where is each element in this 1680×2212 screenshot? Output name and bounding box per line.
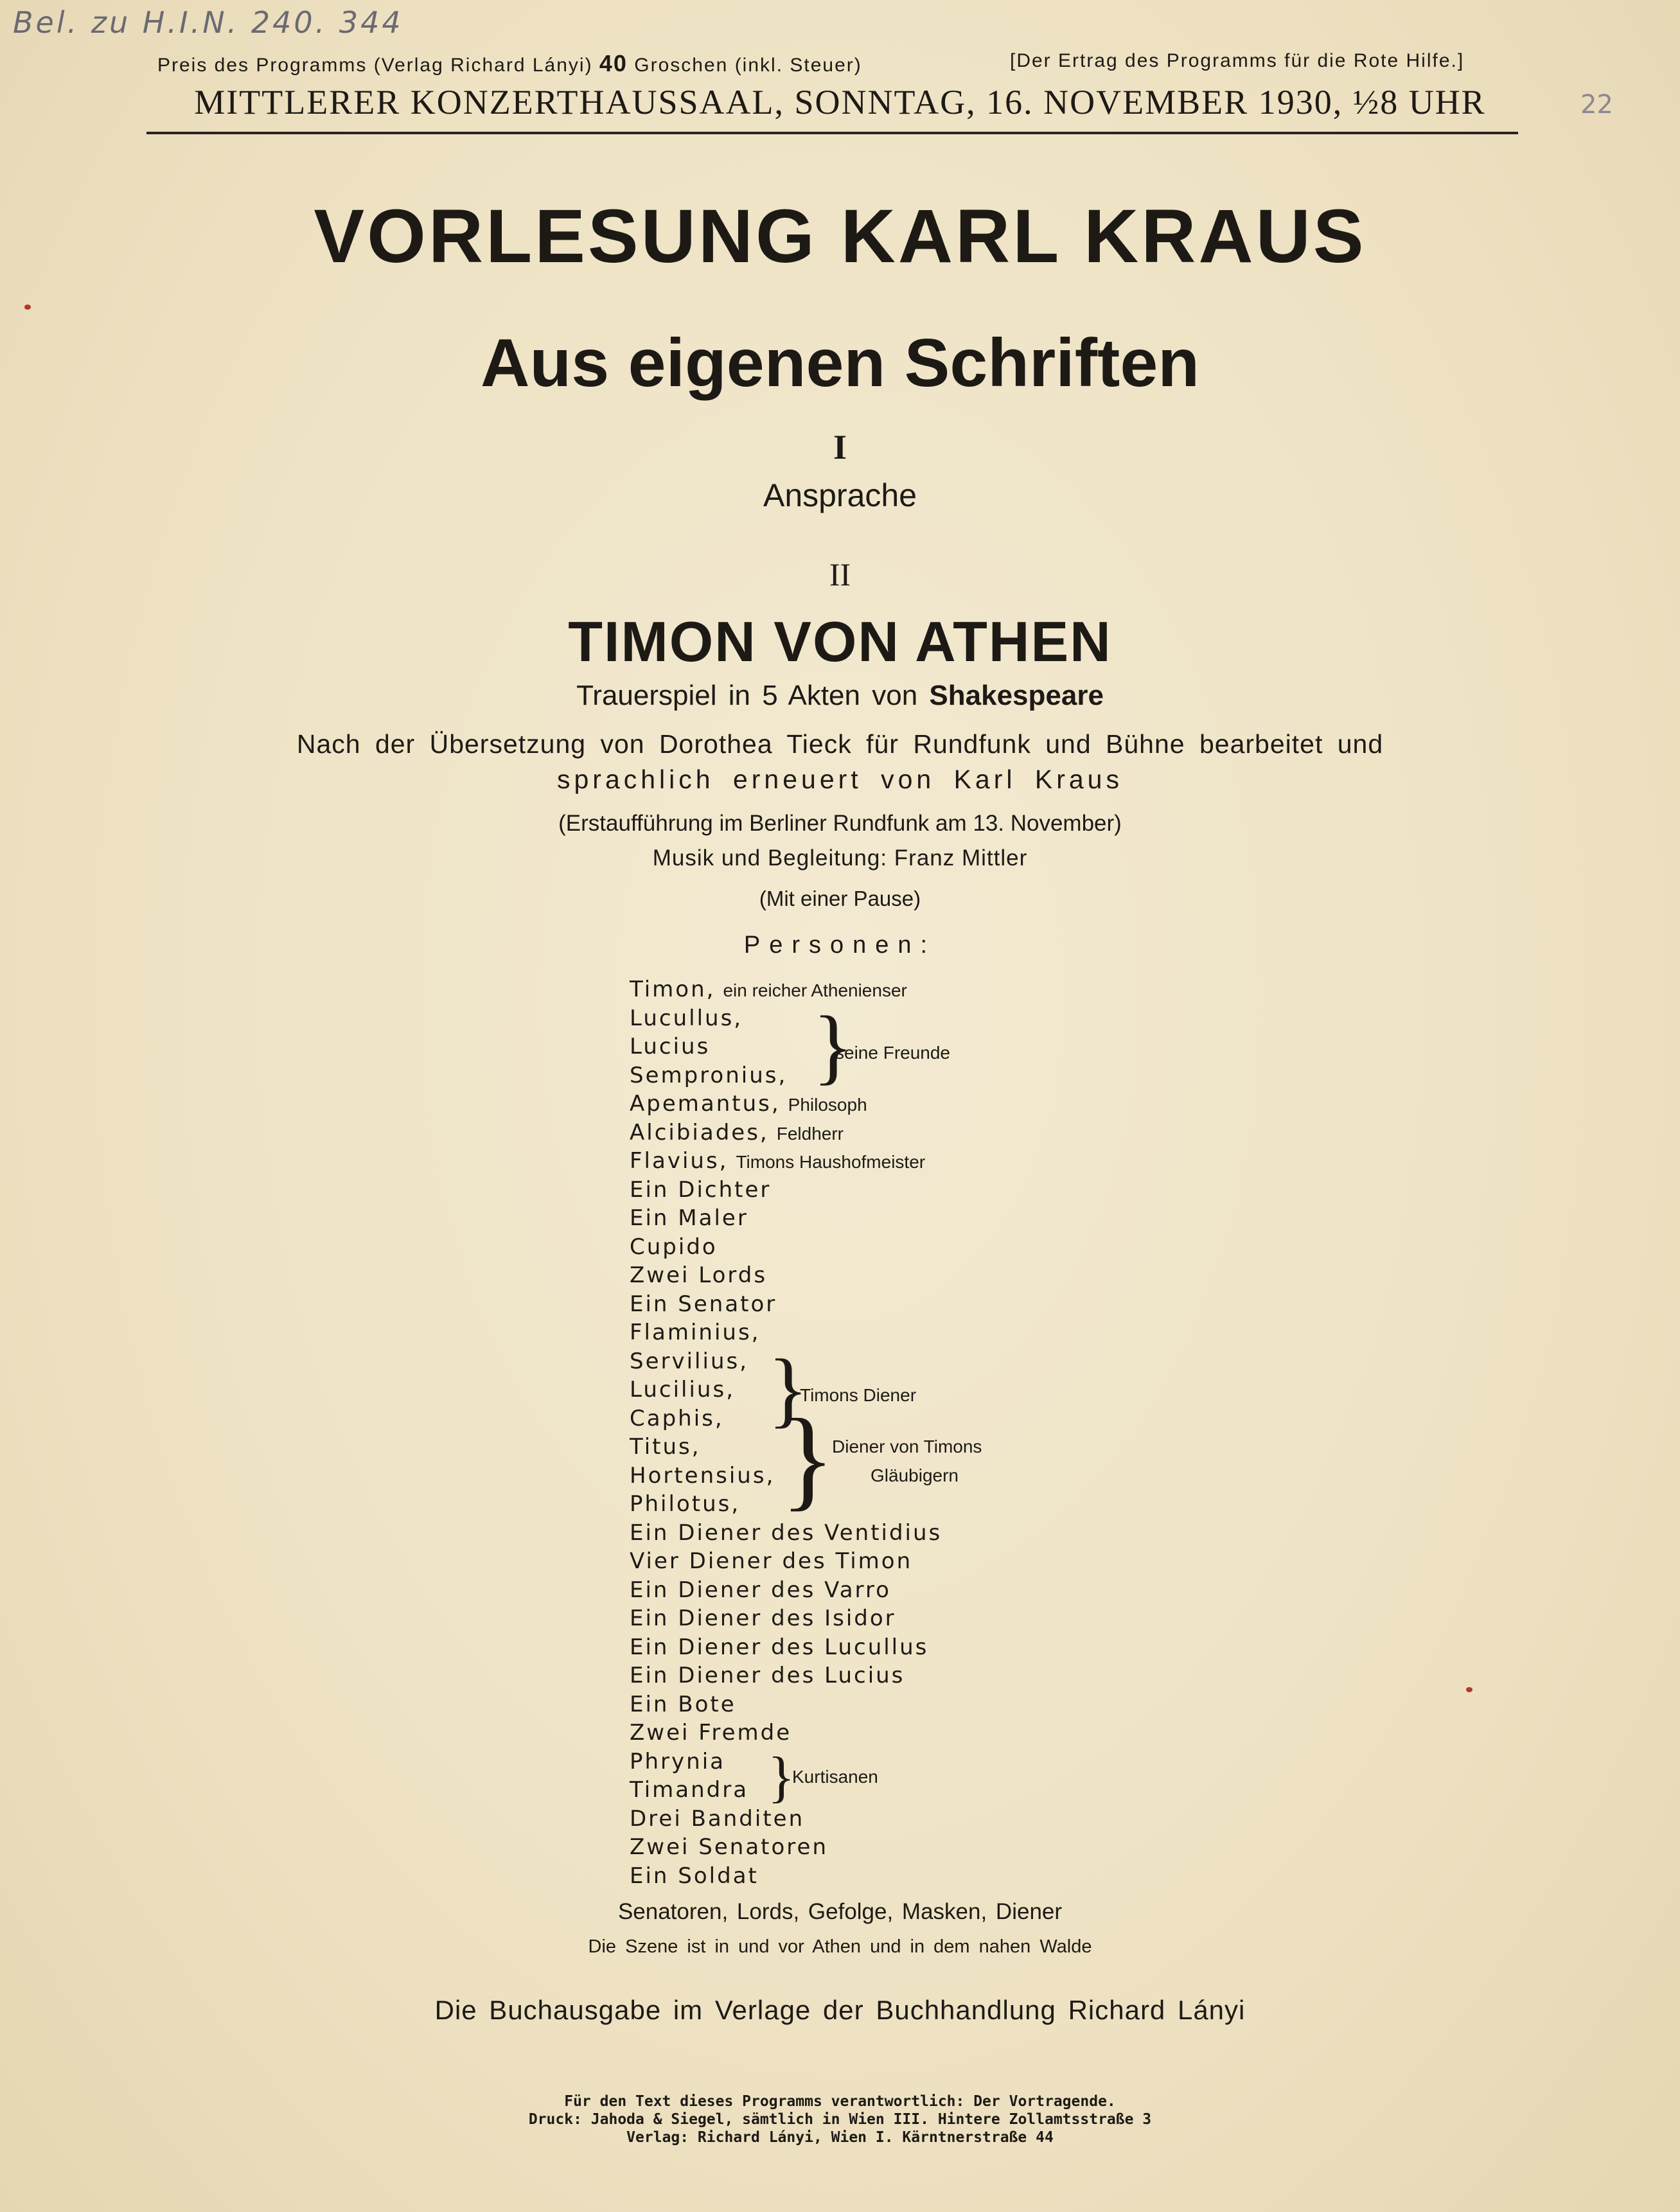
cast-name: Hortensius, [630,1462,775,1489]
cast-row [630,1633,1401,1662]
cast-row [630,1747,1401,1776]
footer-line-3: Verlag: Richard Lányi, Wien I. Kärntnerstraße 44 [626,2129,1054,2146]
cast-row [630,1261,1401,1290]
cast-row [630,1290,1401,1319]
cast-name: Ein Maler [630,1205,748,1231]
footer-line-1: Für den Text dieses Programms verantwortlich: Der Vortragende. [564,2093,1116,2110]
cast-name: Servilius, [630,1348,749,1374]
cast-name: Ein Diener des Isidor [630,1606,896,1631]
cast-name: Cupido [630,1234,718,1260]
cast-name: Ein Dichter [630,1176,772,1203]
cast-row [630,975,1401,1004]
cast-row [630,1204,1401,1233]
header-rule [146,132,1518,134]
proceeds-note: [Der Ertrag des Programms für die Rote Hilfe.] [1010,50,1465,71]
cast-name: Ein Diener des Lucius [630,1663,905,1688]
cast-row [630,1519,1401,1548]
cast-row [630,1032,1401,1061]
cast-name: Ein Diener des Varro [630,1577,891,1603]
play-author: Shakespeare [929,680,1104,711]
premiere-note: (Erstaufführung im Berliner Rundfunk am 13. November) [558,811,1122,836]
cast-name: Titus, [630,1434,701,1460]
cast-row [630,1462,1401,1491]
cast-name: Phrynia [630,1748,725,1774]
group-label-glaeubiger-2: Gläubigern [871,1465,959,1485]
cast-row [630,1090,1401,1119]
cast-row [630,1147,1401,1176]
cast-name: Flavius, [630,1148,729,1174]
cast-row [630,1404,1401,1433]
cast-row [630,1233,1401,1262]
price-note [157,50,862,77]
price-post: Groschen (inkl. Steuer) [634,55,862,76]
cast-name: Ein Diener des Ventidius [630,1519,942,1546]
extras-line: Senatoren, Lords, Gefolge, Masken, Diener [617,1899,1063,1924]
cast-name: Sempronius, [630,1062,788,1088]
book-edition-line: Die Buchausgabe im Verlage der Buchhandlung Richard Lányi [434,1995,1246,2025]
cast-desc: Timons Haushofmeister [736,1152,926,1172]
cast-row [630,1862,1401,1891]
brace-kurtisanen: } [768,1746,795,1809]
translation-line-1: Nach der Übersetzung von Dorothea Tieck für Rundfunk und Bühne bearbeitet und [296,729,1384,759]
brace-freunde: } [813,998,854,1093]
pause-note: (Mit einer Pause) [759,887,921,910]
cast-name: Ein Senator [630,1291,777,1317]
play-title: TIMON VON ATHEN [568,610,1112,673]
cast-name: Ein Diener des Lucullus [630,1634,929,1660]
cast-name: Timon, [630,977,716,1002]
cast-name: Philotus, [630,1491,741,1517]
cast-row [630,1119,1401,1147]
part-1-label: Ansprache [763,477,917,513]
translation-line-2: sprachlich erneuert von Karl Kraus [557,765,1123,794]
cast-name: Zwei Fremde [630,1720,792,1746]
cast-row [630,1318,1401,1347]
music-credit: Musik und Begleitung: Franz Mittler [652,845,1028,871]
cast-row [630,1833,1401,1862]
cast-name: Drei Banditen [630,1805,805,1832]
cast-desc: Feldherr [776,1123,844,1144]
archival-note: Bel. zu H.I.N. 240. 344 [13,5,403,40]
brace-glaeubiger: } [781,1396,835,1521]
cast-name: Zwei Lords [630,1262,768,1288]
cast-row [630,1347,1401,1376]
cast-row [630,1661,1401,1690]
cast-row [630,1490,1401,1519]
subtitle: Aus eigenen Schriften [480,325,1200,401]
cast-row [630,1176,1401,1205]
cast-row [630,1776,1401,1805]
brace-diener: } [768,1341,809,1436]
cast-name: Vier Diener des Timon [630,1548,913,1574]
cast-name: Apemantus, [630,1091,781,1117]
price-pre: Preis des Programms (Verlag Richard Lányi) [157,55,593,76]
cast-desc: ein reicher Athenienser [723,980,907,1000]
cast-name: Zwei Senatoren [630,1834,828,1860]
cast-row [630,1690,1401,1719]
group-label-glaeubiger-1: Diener von Timons [832,1437,982,1456]
cast-row [630,1719,1401,1747]
cast-row [630,1805,1401,1834]
cast-name: Lucilius, [630,1377,735,1402]
cast-name: Lucius [630,1034,711,1059]
scene-line: Die Szene ist in und vor Athen und in dem nahen Walde [588,1936,1092,1957]
main-title: VORLESUNG KARL KRAUS [314,194,1366,279]
cast-name: Alcibiades, [630,1119,769,1146]
cast-row [630,1604,1401,1633]
cast-name: Lucullus, [630,1005,743,1031]
part-2-numeral: II [829,556,851,592]
footer-line-2: Druck: Jahoda & Siegel, sämtlich in Wien III. Hintere Zollamtsstraße 3 [528,2111,1152,2128]
cast-row [630,1376,1401,1404]
red-mark [1466,1687,1472,1692]
group-label-diener: Timons Diener [800,1385,917,1405]
play-subtitle [0,680,1680,712]
page-number: 22 [1580,90,1613,119]
part-1-numeral: I [833,428,847,466]
cast-row [630,1061,1401,1090]
cast-name: Flaminius, [630,1320,761,1345]
cast-row [630,1576,1401,1605]
venue-line: MITTLERER KONZERTHAUSSAAL, SONNTAG, 16. NOVEMBER 1930, ½8 UHR [194,83,1486,121]
cast-name: Ein Soldat [630,1863,759,1889]
cast-name: Timandra [630,1777,749,1803]
personen-heading: Personen: [743,932,937,959]
price-amount: 40 [599,50,628,76]
cast-row [630,1547,1401,1576]
cast-name: Caphis, [630,1405,724,1431]
cast-row [630,1004,1401,1033]
cast-row [630,1433,1401,1462]
cast-desc: Philosoph [788,1095,867,1115]
cast-list [630,975,1401,1890]
group-label-kurtisanen: Kurtisanen [792,1767,878,1787]
group-label-freunde: seine Freunde [835,1043,951,1063]
play-sub-pre: Trauerspiel in 5 Akten von [576,680,918,711]
red-mark [24,305,31,310]
cast-name: Ein Bote [630,1691,736,1717]
